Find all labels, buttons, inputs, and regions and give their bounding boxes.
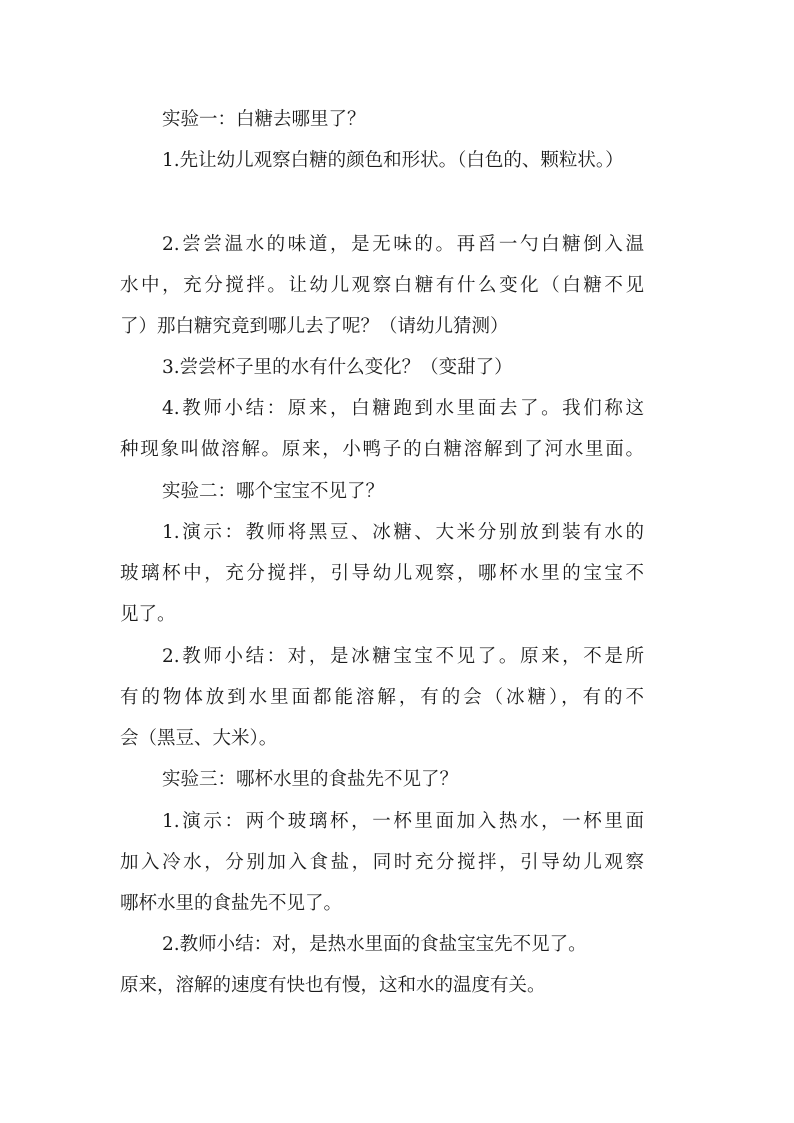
paragraph-line: 玻璃杯中，充分搅拌，引导幼儿观察，哪杯水里的宝宝不 xyxy=(120,563,644,584)
paragraph-line: 有的物体放到水里面都能溶解，有的会（冰糖），有的不 xyxy=(120,687,644,708)
paragraph-line: 会（黑豆、大米）。 xyxy=(120,728,278,749)
paragraph-line: 3.尝尝杯子里的水有什么变化？（变甜了） xyxy=(162,357,513,378)
paragraph-line: 4.教师小结：原来，白糖跑到水里面去了。我们称这 xyxy=(162,398,644,419)
paragraph-line: 2.教师小结：对，是冰糖宝宝不见了。原来，不是所 xyxy=(162,646,644,667)
paragraph-line: 1.先让幼儿观察白糖的颜色和形状。（白色的、颗粒状。） xyxy=(162,150,624,171)
experiment-3-heading: 实验三：哪杯水里的食盐先不见了？ xyxy=(162,769,459,790)
paragraph-line: 哪杯水里的食盐先不见了。 xyxy=(120,893,343,914)
experiment-2-heading: 实验二：哪个宝宝不见了？ xyxy=(162,481,385,502)
paragraph-line: 了）那白糖究竟到哪儿去了呢？（请幼儿猜测） xyxy=(120,316,509,337)
paragraph-line: 水中，充分搅拌。让幼儿观察白糖有什么变化（白糖不见 xyxy=(120,275,644,296)
experiment-1-heading: 实验一：白糖去哪里了？ xyxy=(162,109,366,130)
paragraph-line: 2.教师小结：对，是热水里面的食盐宝宝先不见了。 xyxy=(162,934,587,955)
paragraph-line: 1.演示：两个玻璃杯，一杯里面加入热水，一杯里面 xyxy=(162,811,644,832)
paragraph-line: 2.尝尝温水的味道，是无味的。再舀一勺白糖倒入温 xyxy=(162,234,644,255)
paragraph-line: 种现象叫做溶解。原来，小鸭子的白糖溶解到了河水里面。 xyxy=(120,439,644,460)
paragraph-line: 原来，溶解的速度有快也有慢，这和水的温度有关。 xyxy=(120,975,546,996)
paragraph-line: 1.演示：教师将黑豆、冰糖、大米分别放到装有水的 xyxy=(162,522,644,543)
paragraph-line: 加入冷水，分别加入食盐，同时充分搅拌，引导幼儿观察 xyxy=(120,852,644,873)
paragraph-line: 见了。 xyxy=(120,604,176,625)
